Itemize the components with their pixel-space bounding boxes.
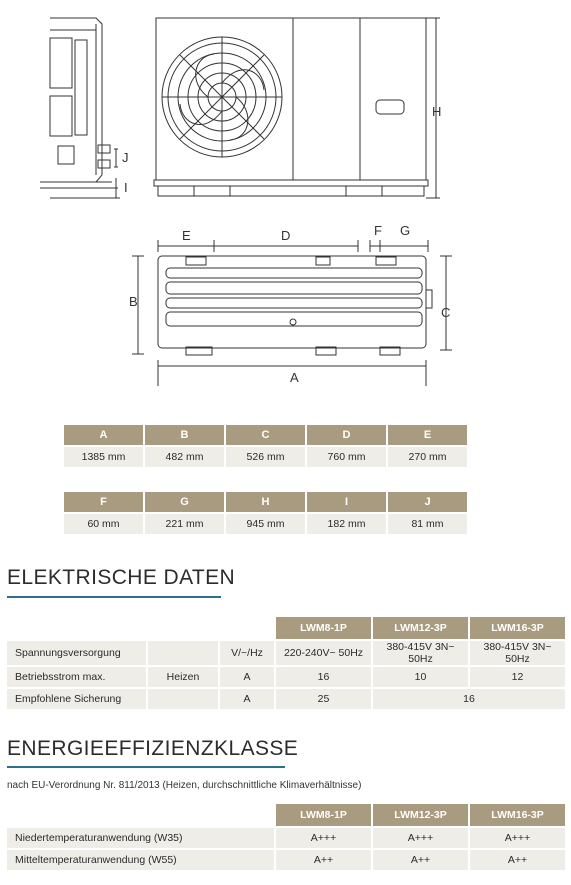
row-label: Niedertemperaturanwendung (W35) [7,826,274,848]
row-value: 16 [274,665,371,687]
row-label: Mitteltemperaturanwendung (W55) [7,848,274,870]
row-unit: A [218,687,274,709]
label-B: B [129,294,138,309]
row-value: 12 [468,665,565,687]
row-mode: Heizen [146,665,218,687]
row-value: A++ [371,848,468,870]
label-F: F [374,223,382,238]
dim-value-A: 1385 mm [64,445,143,467]
electrical-model-2: LWM12-3P [371,617,468,639]
dim-value-D: 760 mm [307,445,386,467]
row-value: A+++ [468,826,565,848]
dim-header-D: D [307,425,386,445]
dim-header-A: A [64,425,143,445]
dim-header-E: E [388,425,467,445]
table-row [7,639,565,665]
row-unit: A [218,665,274,687]
row-value-merged: 16 [371,687,565,709]
energy-model-2: LWM12-3P [371,804,468,826]
dim-header-C: C [226,425,305,445]
row-label: Betriebsstrom max. [7,665,146,687]
energy-title-rule [7,766,285,768]
row-value: A+++ [371,826,468,848]
row-label: Spannungsversorgung [7,639,146,665]
label-A: A [290,370,299,385]
dim-header-G: G [145,492,224,512]
dim-value-F: 60 mm [64,512,143,534]
row-mode [146,639,218,665]
top-view-drawing [132,240,452,386]
label-H: H [432,104,442,119]
row-unit: V/~/Hz [218,639,274,665]
table-row [7,848,565,870]
row-mode [146,687,218,709]
dim-value-C: 526 mm [226,445,305,467]
label-D: D [281,228,291,243]
dim-value-H: 945 mm [226,512,305,534]
dim-header-H: H [226,492,305,512]
row-value: 220-240V~ 50Hz [274,639,371,665]
dim-header-I: I [307,492,386,512]
table-row [7,826,565,848]
dimensions-table-1 [62,425,469,467]
energy-section-title: ENERGIEEFFIZIENZKLASSE [7,737,299,760]
table-row [7,665,565,687]
dim-value-G: 221 mm [145,512,224,534]
dim-value-J: 81 mm [388,512,467,534]
energy-model-1: LWM8-1P [274,804,371,826]
table-row [7,687,565,709]
dim-header-J: J [388,492,467,512]
energy-model-3: LWM16-3P [468,804,565,826]
label-I: I [124,180,128,195]
row-value: A+++ [274,826,371,848]
row-value: A++ [468,848,565,870]
row-value: 380-415V 3N~ 50Hz [468,639,565,665]
row-value: A++ [274,848,371,870]
front-view-drawing [154,18,440,198]
dim-value-I: 182 mm [307,512,386,534]
technical-drawing [0,0,571,395]
dim-value-E: 270 mm [388,445,467,467]
row-value: 25 [274,687,371,709]
row-value: 10 [371,665,468,687]
energy-table [7,804,565,870]
dim-value-B: 482 mm [145,445,224,467]
electrical-model-3: LWM16-3P [468,617,565,639]
dimensions-table-2 [62,492,469,534]
dim-header-F: F [64,492,143,512]
label-J: J [122,150,129,165]
label-C: C [441,305,451,320]
electrical-table [7,617,565,709]
electrical-title-rule [7,596,221,598]
electrical-model-1: LWM8-1P [274,617,371,639]
dim-header-B: B [145,425,224,445]
label-G: G [400,223,411,238]
label-E: E [182,228,191,243]
row-label: Empfohlene Sicherung [7,687,146,709]
side-view-drawing [40,18,120,198]
electrical-section-title: ELEKTRISCHE DATEN [7,566,236,589]
row-value: 380-415V 3N~ 50Hz [371,639,468,665]
energy-regulation-note: nach EU-Verordnung Nr. 811/2013 (Heizen, durchschnittliche Klimaverhältnisse) [7,780,362,791]
